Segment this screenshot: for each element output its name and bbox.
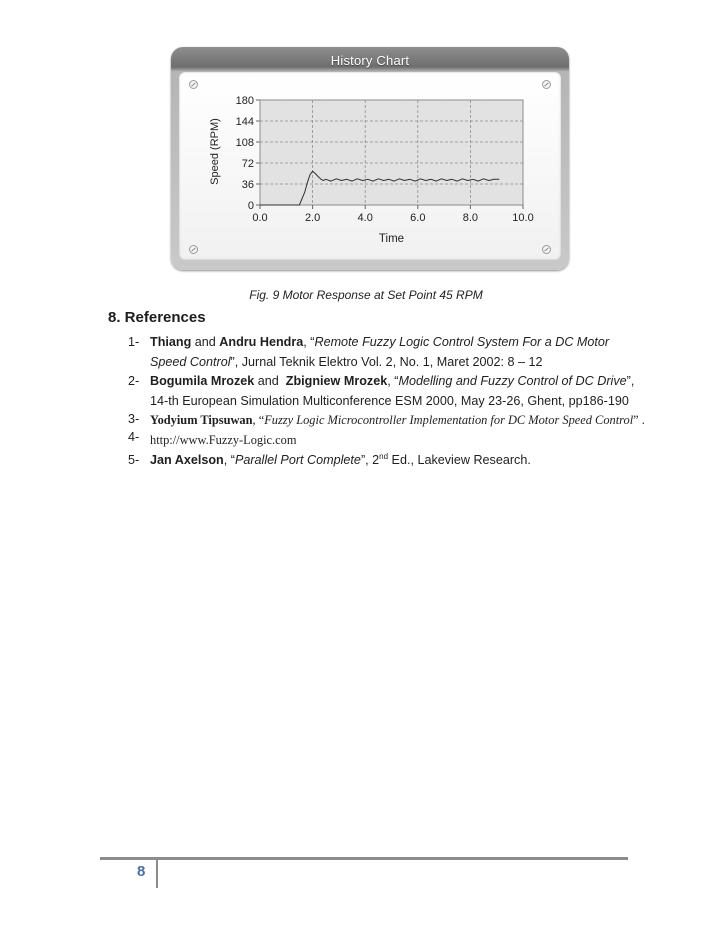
reference-details: 14-th European Simulation Multiconference ESM 2000, May 23-26, Ghent, pp186-190 — [150, 393, 629, 408]
reference-quote-close: ”, 2 — [360, 453, 380, 467]
reference-number: 1- — [128, 335, 140, 349]
reference-details: Ed., Lakeview Research. — [388, 453, 531, 467]
reference-author: Zbigniew Mrozek — [285, 374, 388, 388]
reference-item — [128, 451, 648, 471]
reference-quote-open: , “ — [252, 413, 265, 427]
reference-title: Modelling and Fuzzy Control of DC Drive — [398, 374, 627, 388]
y-tick-label: 72 — [241, 158, 254, 170]
reference-quote-close: ” . — [633, 413, 645, 427]
page-number: 8 — [137, 863, 146, 880]
reference-author: Andru Hendra — [219, 335, 304, 349]
reference-item — [128, 411, 648, 429]
reference-item — [128, 333, 648, 372]
x-axis-label: Time — [378, 233, 405, 245]
reference-quote-open: , “ — [303, 335, 315, 349]
reference-title: Fuzzy Logic Microcontroller Implementation for DC Motor Speed Control — [264, 413, 634, 427]
y-tick-label: 108 — [235, 137, 254, 149]
y-tick-label: 144 — [235, 116, 254, 128]
reference-details: Jurnal Teknik Elektro Vol. 2, No. 1, Maret 2002: 8 – 12 — [241, 354, 543, 369]
reference-item — [128, 429, 648, 449]
reference-title: Parallel Port Complete — [234, 453, 361, 467]
motor-response-chart — [0, 0, 728, 300]
reference-url[interactable]: http://www.Fuzzy-Logic.com — [150, 433, 297, 447]
reference-conjunction: and — [254, 374, 286, 388]
reference-number: 4- — [128, 430, 140, 444]
reference-edition-suffix: nd — [379, 451, 389, 461]
x-tick-label: 4.0 — [357, 212, 373, 224]
x-tick-label: 0.0 — [252, 212, 268, 224]
reference-item — [128, 372, 648, 411]
reference-quote-close: ”, — [230, 354, 242, 369]
reference-quote-open: , “ — [387, 374, 399, 388]
y-tick-label: 180 — [235, 95, 254, 107]
x-tick-label: 2.0 — [304, 212, 321, 224]
x-tick-label: 6.0 — [410, 212, 426, 224]
reference-conjunction: and — [191, 335, 220, 349]
references-list — [128, 333, 648, 471]
footer-separator — [156, 860, 158, 888]
chart-panel-title: History Chart — [330, 53, 410, 68]
reference-author: Bogumila Mrozek — [150, 374, 255, 388]
y-tick-label: 0 — [247, 200, 254, 212]
references-heading: 8. References — [108, 309, 206, 326]
reference-author: Jan Axelson — [150, 453, 224, 467]
reference-number: 5- — [128, 453, 140, 467]
reference-quote-close: ”, — [626, 374, 635, 388]
reference-number: 3- — [128, 412, 140, 426]
x-tick-label: 8.0 — [462, 212, 479, 224]
y-tick-label: 36 — [241, 179, 254, 191]
footer-rule — [100, 857, 628, 860]
reference-quote-open: , “ — [223, 453, 235, 467]
reference-author: Thiang — [150, 335, 192, 349]
x-tick-label: 10.0 — [512, 212, 534, 224]
reference-author: Yodyium Tipsuwan — [150, 413, 253, 427]
plot-area — [260, 100, 523, 205]
y-axis-label: Speed (RPM) — [209, 118, 221, 185]
reference-number: 2- — [128, 374, 140, 388]
reference-title: Remote Fuzzy Logic Control System For a DC Motor Speed Control — [150, 335, 610, 369]
figure-caption: Fig. 9 Motor Response at Set Point 45 RPM — [249, 288, 483, 302]
